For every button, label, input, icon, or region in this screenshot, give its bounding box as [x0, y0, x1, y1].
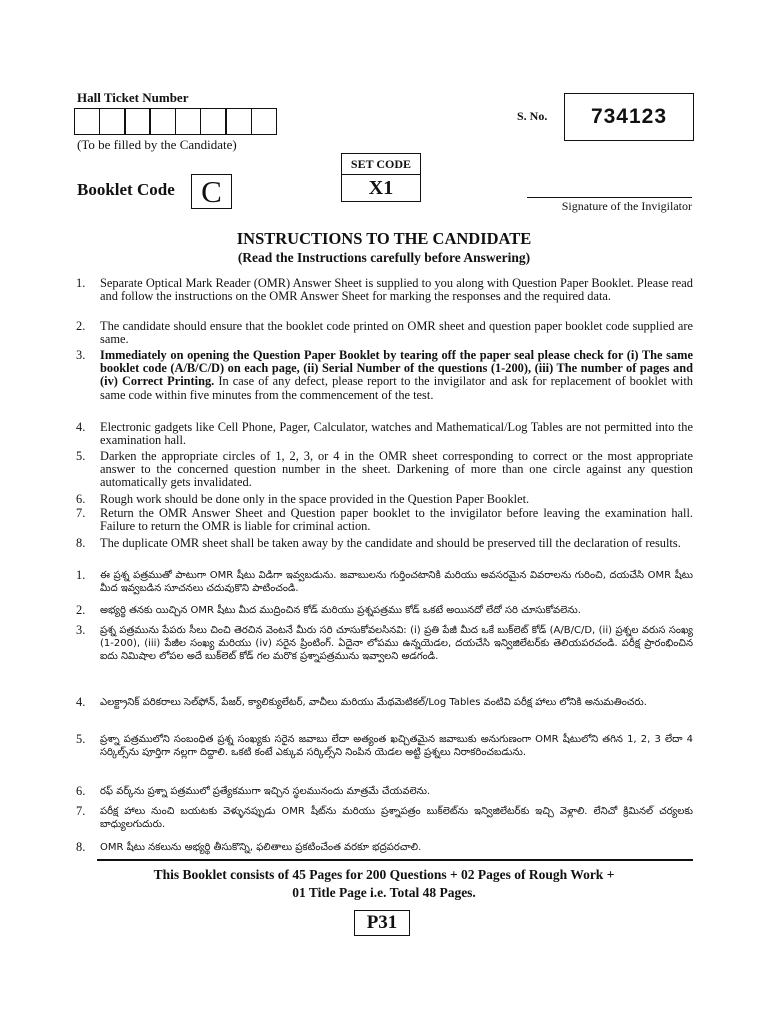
signature-label: Signature of the Invigilator — [561, 199, 692, 213]
item-number: 1. — [76, 568, 86, 582]
item-number: 5. — [76, 449, 86, 463]
signature-line — [527, 197, 692, 198]
telugu-instruction-4 — [76, 696, 693, 709]
hall-ticket-label: Hall Ticket Number — [77, 90, 189, 105]
page-code: P31 — [354, 910, 410, 936]
item-number: 4. — [76, 420, 86, 434]
telugu-instruction-3 — [76, 624, 693, 664]
hall-ticket-digit-box[interactable] — [74, 108, 101, 135]
telugu-instruction-5 — [76, 733, 693, 759]
item-text: The duplicate OMR sheet shall be taken away by the candidate and should be preserved till the declaration of results. — [100, 536, 681, 550]
item-number: 7. — [76, 804, 86, 818]
item-text: ఈ ప్రశ్న పత్రముతో పాటుగా OMR షీటు విడిగా ఇవ్వబడును. జవాబులను గుర్తించటానికి మరియు అవసరమైన వివరాలను గురించి, దయచేసి OMR షీటు మీద ఇవ్వబడిన సూచనలు చదువుకొని పాటించండి. — [100, 570, 693, 595]
hall-ticket-digit-box[interactable] — [124, 108, 151, 135]
item-number: 1. — [76, 276, 86, 290]
item-text: Return the OMR Answer Sheet and Question paper booklet to the invigilator before leaving the examination hall. Failure to return the OMR is liable for criminal action. — [100, 506, 693, 534]
item-number: 3. — [76, 348, 86, 362]
english-instruction-3 — [76, 349, 693, 402]
item-text: అభ్యర్థి తనకు యిచ్చిన OMR షీటు మీద ముద్రించిన కోడ్ మరియు ప్రశ్నపత్రము కోడ్ ఒకటే అయినదో లేదో సరి చూసుకోవలెను. — [100, 605, 581, 616]
instructions-subtitle: (Read the Instructions carefully before Answering) — [237, 250, 531, 265]
footer-line-1: This Booklet consists of 45 Pages for 200 Questions + 02 Pages of Rough Work + — [153, 867, 615, 882]
item-text: Electronic gadgets like Cell Phone, Pager, Calculator, watches and Mathematical/Log Tables are not permitted into the examination hall. — [100, 420, 693, 448]
hall-ticket-digit-box[interactable] — [175, 108, 202, 135]
hall-ticket-digit-box[interactable] — [225, 108, 252, 135]
english-instruction-7 — [76, 507, 693, 533]
hall-ticket-digit-box[interactable] — [200, 108, 227, 135]
item-text: పరీక్ష హాలు నుంచి బయటకు వెళ్ళునప్పుడు OMR షీట్‌ను మరియు ప్రశ్నాపత్రం బుక్‌లెట్‌ను ఇన్విజిలేటర్‌కు ఇచ్చి వెళ్లాలి. లేనిచో క్రిమినల్ చర్యలకు బాధ్యులగుదురు. — [100, 806, 693, 831]
item-text-bold: Immediately on opening the Question Paper Booklet by tearing off the paper seal please check for (i) The same booklet code (A/B/C/D) on each page, (ii) Serial Number of the questions (1-200), (iii) The number of pages and (iv) Correct Printing. — [100, 348, 693, 389]
hall-ticket-digit-box[interactable] — [149, 108, 176, 135]
item-text: Separate Optical Mark Reader (OMR) Answer Sheet is supplied to you along with Question Paper Booklet. Please read and follow the instructions on the OMR Answer Sheet for marking the responses and the required data. — [100, 276, 693, 304]
item-text: ఎలక్ట్రానిక్ పరికరాలు సెల్‌ఫోన్, పేజర్, క్యాలిక్యులేటర్, వాచీలు మరియు మేథమెటికల్/Log Tables వంటివి పరీక్ష హాలు లోనికి అనుమతించరు. — [100, 697, 647, 708]
instructions-title: INSTRUCTIONS TO THE CANDIDATE — [236, 229, 532, 248]
telugu-instruction-7 — [76, 805, 693, 831]
hall-ticket-digit-box[interactable] — [251, 108, 278, 135]
hall-ticket-digit-box[interactable] — [99, 108, 126, 135]
item-number: 4. — [76, 695, 86, 709]
telugu-instruction-6 — [76, 785, 693, 798]
serial-number-box — [564, 93, 694, 141]
telugu-instruction-2 — [76, 604, 693, 617]
hall-ticket-boxes — [75, 108, 277, 135]
booklet-page-summary — [0, 866, 768, 902]
set-code-value: X1 — [368, 177, 394, 199]
item-number: 6. — [76, 492, 86, 506]
set-code-box — [341, 153, 421, 202]
item-text-rest: In case of any defect, please report to the invigilator and ask for replacement of booklet with same code within five minutes from the commencement of the test. — [100, 374, 693, 402]
serial-number-label: S. No. — [517, 109, 548, 123]
item-text: ప్రశ్నా పత్రములోని సంబంధిత ప్రశ్న సంఖ్యకు సరైన జవాబు లేదా అత్యంత ఖచ్చితమైన జవాబుకు అనుగుణంగా OMR షీటులోని తగిన 1, 2, 3 లేదా 4 సర్కిల్స్‌ను పూర్తిగా నల్లగా దిద్దాలి. ఒకటి కంటే ఎక్కువ సర్కిల్స్‌ని నింపిన యెడల అట్టి ప్రశ్నలు నిరాకరించబడును. — [100, 734, 693, 759]
item-number: 8. — [76, 536, 86, 550]
hall-ticket-note: (To be filled by the Candidate) — [77, 137, 237, 152]
item-number: 7. — [76, 506, 86, 520]
item-text: ప్రశ్న పత్రమును పేపరు సీలు చించి తెరచిన వెంటనే మీరు సరి చూసుకోవలసినవి: (i) ప్రతి పేజీ మీద ఒకే బుక్‌లెట్ కోడ్ (A/B/C/D, (ii) ప్రశ్నల వరుస సంఖ్య (1-200), (iii) పేజీల సంఖ్య మరియు (iv) సరైన ప్రింటింగ్. ఏదైనా లోపము ఉన్నయెడల, దయచేసి ఇన్విజిలేటర్‌కు తెలియపరచండి. పరీక్ష ప్రారంభించిన ఐదు నిమిషాల లోపల అదే బుక్‌లెట్ కోడ్ గల మరొక ప్రశ్నాపత్రమును ఇవ్వాలని అడగండి. — [100, 625, 693, 663]
item-number: 3. — [76, 623, 86, 637]
english-instruction-2 — [76, 320, 693, 346]
english-instruction-4 — [76, 421, 693, 447]
item-number: 5. — [76, 732, 86, 746]
english-instruction-8 — [76, 537, 693, 550]
item-text: Darken the appropriate circles of 1, 2, 3, or 4 in the OMR sheet corresponding to correct or the most appropriate answer to the concerned question number in the sheet. Darkening of more than one circle against any question automatically gets invalidated. — [100, 449, 693, 490]
item-text: The candidate should ensure that the booklet code printed on OMR sheet and question paper booklet code supplied are same. — [100, 319, 693, 347]
item-number: 6. — [76, 784, 86, 798]
item-text: Rough work should be done only in the space provided in the Question Paper Booklet. — [100, 492, 530, 506]
footer-divider — [97, 859, 693, 861]
telugu-instruction-1 — [76, 569, 693, 595]
english-instruction-6 — [76, 493, 693, 506]
serial-number-value: 734123 — [590, 105, 668, 128]
item-number: 2. — [76, 319, 86, 333]
item-number: 8. — [76, 840, 86, 854]
item-text: రఫ్ వర్క్‌ను ప్రశ్నా పత్రములో ప్రత్యేకముగా ఇచ్చిన స్థలమునందు మాత్రమే చేయవలెను. — [100, 786, 431, 797]
english-instruction-5 — [76, 450, 693, 490]
booklet-code-label: Booklet Code — [77, 180, 175, 199]
set-code-label: SET CODE — [342, 154, 420, 175]
english-instruction-1 — [76, 277, 693, 303]
footer-line-2: 01 Title Page i.e. Total 48 Pages. — [292, 885, 476, 900]
item-text — [100, 349, 693, 402]
booklet-code-value: C — [191, 174, 232, 209]
telugu-instruction-8 — [76, 841, 693, 854]
item-text: OMR షీటు నకలును అభ్యర్థి తీసుకొన్ని, ఫలితాలు ప్రకటించేంత వరకూ భద్రపరచాలి. — [100, 842, 422, 853]
item-number: 2. — [76, 603, 86, 617]
